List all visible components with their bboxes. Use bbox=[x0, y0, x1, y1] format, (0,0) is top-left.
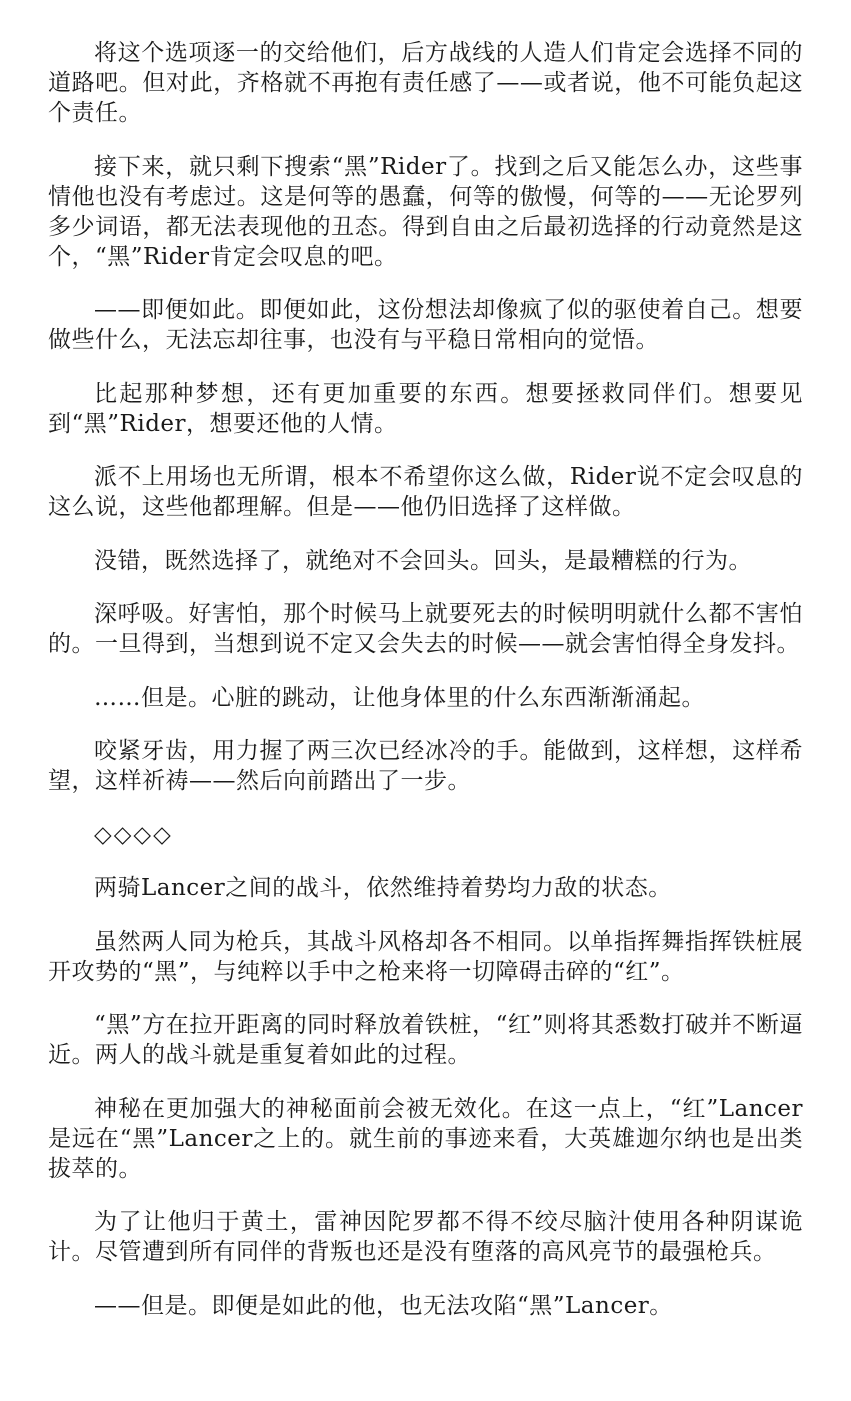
paragraph: 两骑Lancer之间的战斗，依然维持着势均力敌的状态。 bbox=[94, 875, 672, 901]
paragraph: 咬紧牙齿，用力握了两三次已经冰冷的手。能做到，这样想，这样希望，这样祈祷——然后向前踏出了一步。 bbox=[48, 738, 803, 794]
paragraph: 没错，既然选择了，就绝对不会回头。回头，是最糟糕的行为。 bbox=[94, 547, 752, 574]
paragraph: 接下来，就只剩下搜索“黑”Rider了。找到之后又能怎么办，这些事情他也没有考虑过。这是何等的愚蠢，何等的傲慢，何等的——无论罗列多少词语，都无法表现他的丑态。得到自由之后最初选择的行动竟然是这个，“黑”Rider肯定会叹息的吧。 bbox=[48, 153, 803, 270]
paragraph: ……但是。心脏的跳动，让他身体里的什么东西渐渐涌起。 bbox=[94, 684, 705, 711]
scene-separator: ◇◇◇◇ bbox=[94, 821, 173, 848]
paragraph: 派不上用场也无所谓，根本不希望你这么做，Rider说不定会叹息的这么说，这些他都理解。但是——他仍旧选择了这样做。 bbox=[48, 464, 803, 520]
paragraph: 比起那种梦想，还有更加重要的东西。想要拯救同伴们。想要见到“黑”Rider，想要还他的人情。 bbox=[48, 380, 803, 437]
paragraph: 为了让他归于黄土，雷神因陀罗都不得不绞尽脑汁使用各种阴谋诡计。尽管遭到所有同伴的背叛也还是没有堕落的高风亮节的最强枪兵。 bbox=[48, 1209, 803, 1265]
paragraph: 将这个选项逐一的交给他们，后方战线的人造人们肯定会选择不同的道路吧。但对此，齐格就不再抱有责任感了——或者说，他不可能负起这个责任。 bbox=[48, 40, 803, 126]
paragraph: ——但是。即便是如此的他，也无法攻陷“黑”Lancer。 bbox=[94, 1292, 673, 1319]
paragraph: “黑”方在拉开距离的同时释放着铁桩，“红”则将其悉数打破并不断逼近。两人的战斗就是重复着如此的过程。 bbox=[48, 1012, 803, 1068]
paragraph: 虽然两人同为枪兵，其战斗风格却各不相同。以单指挥舞指挥铁桩展开攻势的“黑”，与纯粹以手中之枪来将一切障碍击碎的“红”。 bbox=[48, 928, 803, 985]
paragraph: 神秘在更加强大的神秘面前会被无效化。在这一点上，“红”Lancer是远在“黑”Lancer之上的。就生前的事迹来看，大英雄迦尔纳也是出类拔萃的。 bbox=[48, 1095, 803, 1182]
paragraph: 深呼吸。好害怕，那个时候马上就要死去的时候明明就什么都不害怕的。一旦得到，当想到说不定又会失去的时候——就会害怕得全身发抖。 bbox=[48, 601, 803, 657]
paragraph: ——即便如此。即便如此，这份想法却像疯了似的驱使着自己。想要做些什么，无法忘却往事，也没有与平稳日常相向的觉悟。 bbox=[48, 297, 803, 353]
